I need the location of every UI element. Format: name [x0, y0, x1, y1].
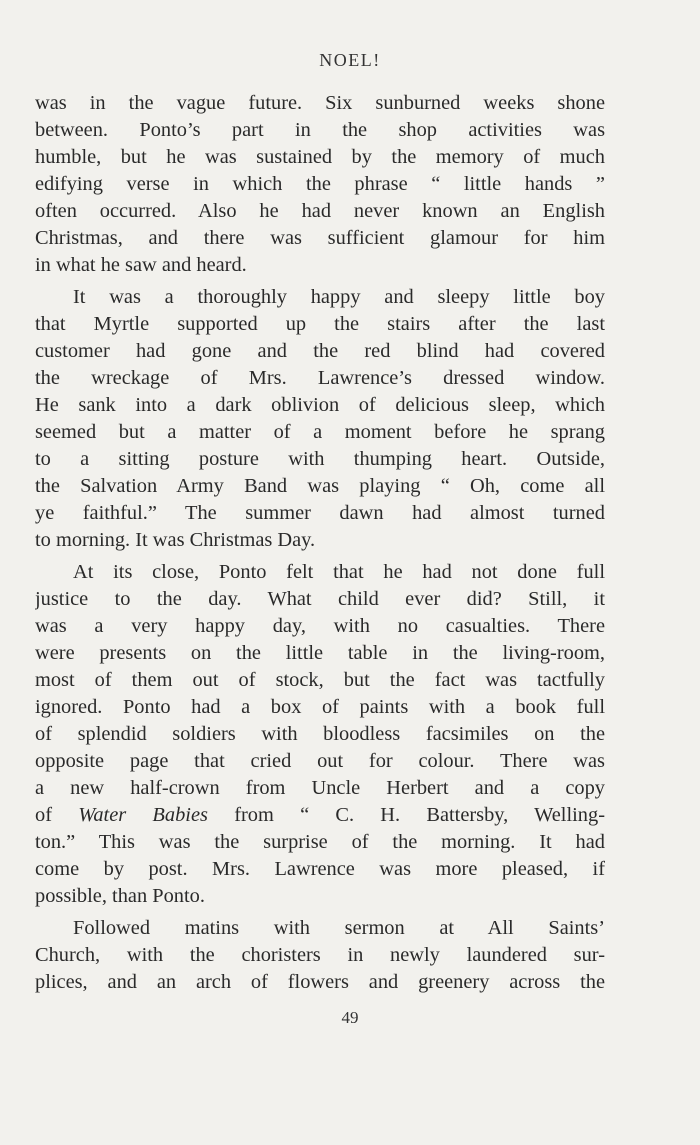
text-line: possible, than Ponto.	[35, 885, 205, 907]
line-rest: from “ C. H. Battersby, Welling-	[234, 804, 605, 826]
text-line: of splendid soldiers with bloodless facsimiles on the	[35, 723, 605, 745]
text-line: to a sitting posture with thumping heart. Outside,	[35, 448, 605, 470]
text-line-with-title	[35, 802, 605, 829]
body-text	[35, 90, 605, 996]
text-line: come by post. Mrs. Lawrence was more pleased, if	[35, 858, 605, 880]
text-line: in what he saw and heard.	[35, 254, 247, 276]
text-line: were presents on the little table in the living-room,	[35, 642, 605, 664]
paragraph-2	[35, 284, 605, 554]
text-line: seemed but a matter of a moment before he sprang	[35, 421, 605, 443]
text-line: It was a thoroughly happy and sleepy little boy	[73, 286, 605, 308]
paragraph-3	[35, 559, 605, 910]
text-line: justice to the day. What child ever did? Still, it	[35, 588, 605, 610]
text-line: that Myrtle supported up the stairs after the last	[35, 313, 605, 335]
text-line: edifying verse in which the phrase “ little hands ”	[35, 173, 605, 195]
text-line: At its close, Ponto felt that he had not done full	[73, 561, 605, 583]
text-line: He sank into a dark oblivion of delicious sleep, which	[35, 394, 605, 416]
text-line: Church, with the choristers in newly laundered sur-	[35, 944, 605, 966]
text-line: most of them out of stock, but the fact was tactfully	[35, 669, 605, 691]
text-line: plices, and an arch of flowers and greenery across the	[35, 971, 605, 993]
text-line: ye faithful.” The summer dawn had almost turned	[35, 502, 605, 524]
paragraph-1	[35, 90, 605, 279]
text-line: was a very happy day, with no casualties. There	[35, 615, 605, 637]
text-line: the wreckage of Mrs. Lawrence’s dressed window.	[35, 367, 605, 389]
paragraph-4	[35, 915, 605, 996]
text-line: often occurred. Also he had never known an English	[35, 200, 605, 222]
line-prefix: of	[35, 804, 79, 826]
text-line: the Salvation Army Band was playing “ Oh, come all	[35, 475, 605, 497]
text-line: ignored. Ponto had a box of paints with a book full	[35, 696, 605, 718]
text-line: ton.” This was the surprise of the morning. It had	[35, 831, 605, 853]
text-line: humble, but he was sustained by the memory of much	[35, 146, 605, 168]
text-line: customer had gone and the red blind had covered	[35, 340, 605, 362]
text-line: Followed matins with sermon at All Saints’	[73, 917, 605, 939]
text-line: Christmas, and there was sufficient glamour for him	[35, 227, 605, 249]
running-header: NOEL!	[319, 50, 381, 70]
text-line: between. Ponto’s part in the shop activities was	[35, 119, 605, 141]
text-line: opposite page that cried out for colour. There was	[35, 750, 605, 772]
page-number: 49	[341, 1008, 359, 1027]
book-title: Water Babies	[78, 804, 208, 826]
text-line: a new half-crown from Uncle Herbert and a copy	[35, 777, 605, 799]
text-line: was in the vague future. Six sunburned weeks shone	[35, 92, 605, 114]
text-line: to morning. It was Christmas Day.	[35, 529, 316, 551]
